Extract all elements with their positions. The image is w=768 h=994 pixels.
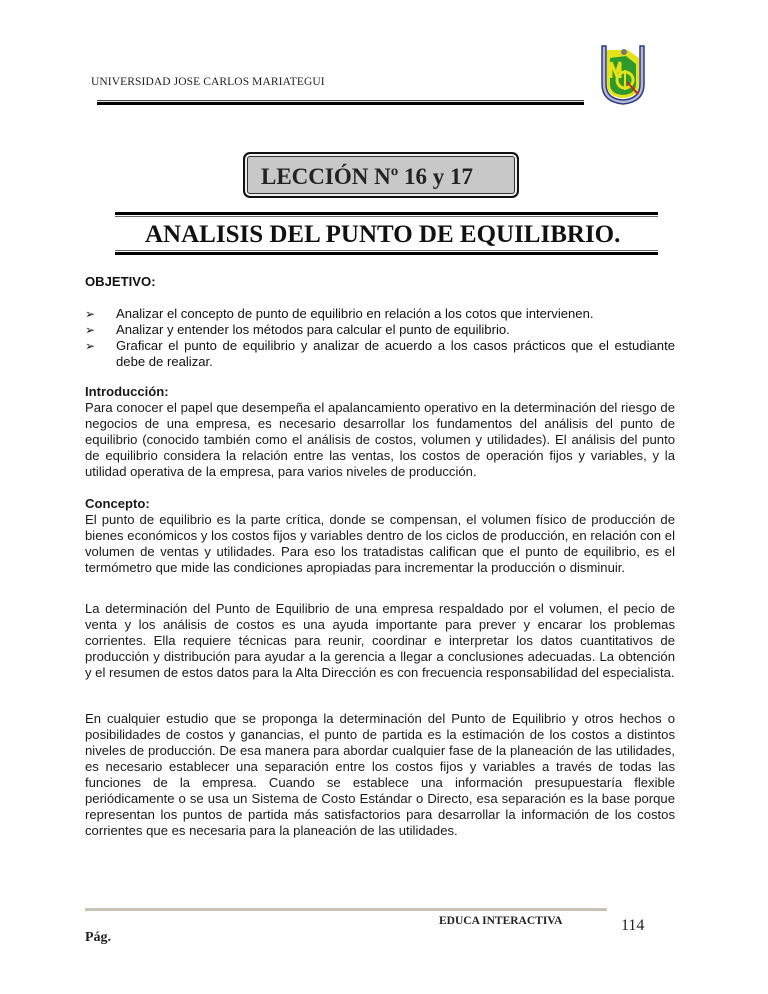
university-name: UNIVERSIDAD JOSE CARLOS MARIATEGUI	[91, 76, 325, 88]
concept-section	[85, 496, 675, 576]
objective-item	[85, 306, 675, 322]
objective-text: Analizar y entender los métodos para calcular el punto de equilibrio.	[116, 322, 510, 337]
concept-paragraph-2: La determinación del Punto de Equilibrio de una empresa respaldado por el volumen, el pecio de venta y los análisis de costos es una ayuda importante para prever y encarar los problemas corrientes. Ella requiere técnicas para reunir, coordinar e interpretar los datos cuantitativos de producción y distribución para ayudar a la gerencia a llegar a conclusiones adecuadas. La obtención y el resumen de estos datos para la Alta Dirección es con frecuencia responsabilidad del especialista.	[85, 601, 675, 680]
objectives-heading: OBJETIVO:	[85, 274, 156, 289]
arrow-bullet-icon: ➢	[85, 323, 96, 337]
lesson-number-box	[243, 152, 519, 198]
page-label: Pág.	[85, 930, 112, 945]
header-divider	[97, 100, 584, 105]
university-crest-icon	[598, 44, 648, 106]
arrow-bullet-icon: ➢	[85, 307, 96, 321]
introduction-section	[85, 384, 675, 480]
objective-text: Analizar el concepto de punto de equilibrio en relación a los cotos que intervienen.	[116, 306, 594, 321]
introduction-text: Para conocer el papel que desempeña el apalancamiento operativo en la determinación del riesgo de negocios de una empresa, es necesario desarrollar los fundamentos del análisis del punto de equilibrio (conocido también como el análisis de costos, volumen y utilidades). El análisis del punto de equilibrio considera la relación entre las ventas, los costos de operación fijos y variables, y la utilidad operativa de la empresa, para varios niveles de producción.	[85, 400, 675, 479]
introduction-heading: Introducción:	[85, 384, 169, 399]
objective-item	[85, 322, 675, 338]
lesson-label: LECCIÓN Nº 16 y 17	[261, 164, 474, 189]
concept-paragraph-3: En cualquier estudio que se proponga la determinación del Punto de Equilibrio y otros hechos o posibilidades de costos y ganancias, el punto de partida es la estimación de los costos a distintos niveles de producción. De esa manera para abordar cualquier fase de la planeación de las utilidades, es necesario establecer una separación entre los costos fijos y variables a través de todas las funciones de la empresa. Cuando se establece una información presupuestaría flexible periódicamente o se usa un Sistema de Costo Estándar o Directo, esa separación es la base porque representan los puntos de partida más satisfactorios para desarrollar la información de los costos corrientes que es necesaria para la planeación de las utilidades.	[85, 711, 675, 838]
concept-paragraph: El punto de equilibrio es la parte crítica, donde se compensan, el volumen físico de producción de bienes económicos y los costos fijos y variables dentro de los ciclos de producción, en relación con el volumen de ventas y utilidades. Para eso los tratadistas califican que el punto de equilibrio, es el termómetro que mide las condiciones apropiadas para incrementar la producción o disminuir.	[85, 512, 675, 575]
footer-divider	[85, 908, 607, 911]
page-number: 114	[621, 917, 645, 934]
title-divider-top	[115, 212, 658, 217]
concept-heading: Concepto:	[85, 496, 150, 511]
page-title: ANALISIS DEL PUNTO DE EQUILIBRIO.	[145, 221, 621, 248]
footer-brand: EDUCA INTERACTIVA	[439, 915, 563, 927]
objectives-list	[85, 306, 675, 370]
arrow-bullet-icon: ➢	[85, 339, 96, 353]
title-divider-bottom	[115, 250, 658, 255]
objective-text: Graficar el punto de equilibrio y analizar de acuerdo a los casos prácticos que el estudiante debe de realizar.	[116, 338, 675, 369]
objective-item	[85, 338, 675, 370]
